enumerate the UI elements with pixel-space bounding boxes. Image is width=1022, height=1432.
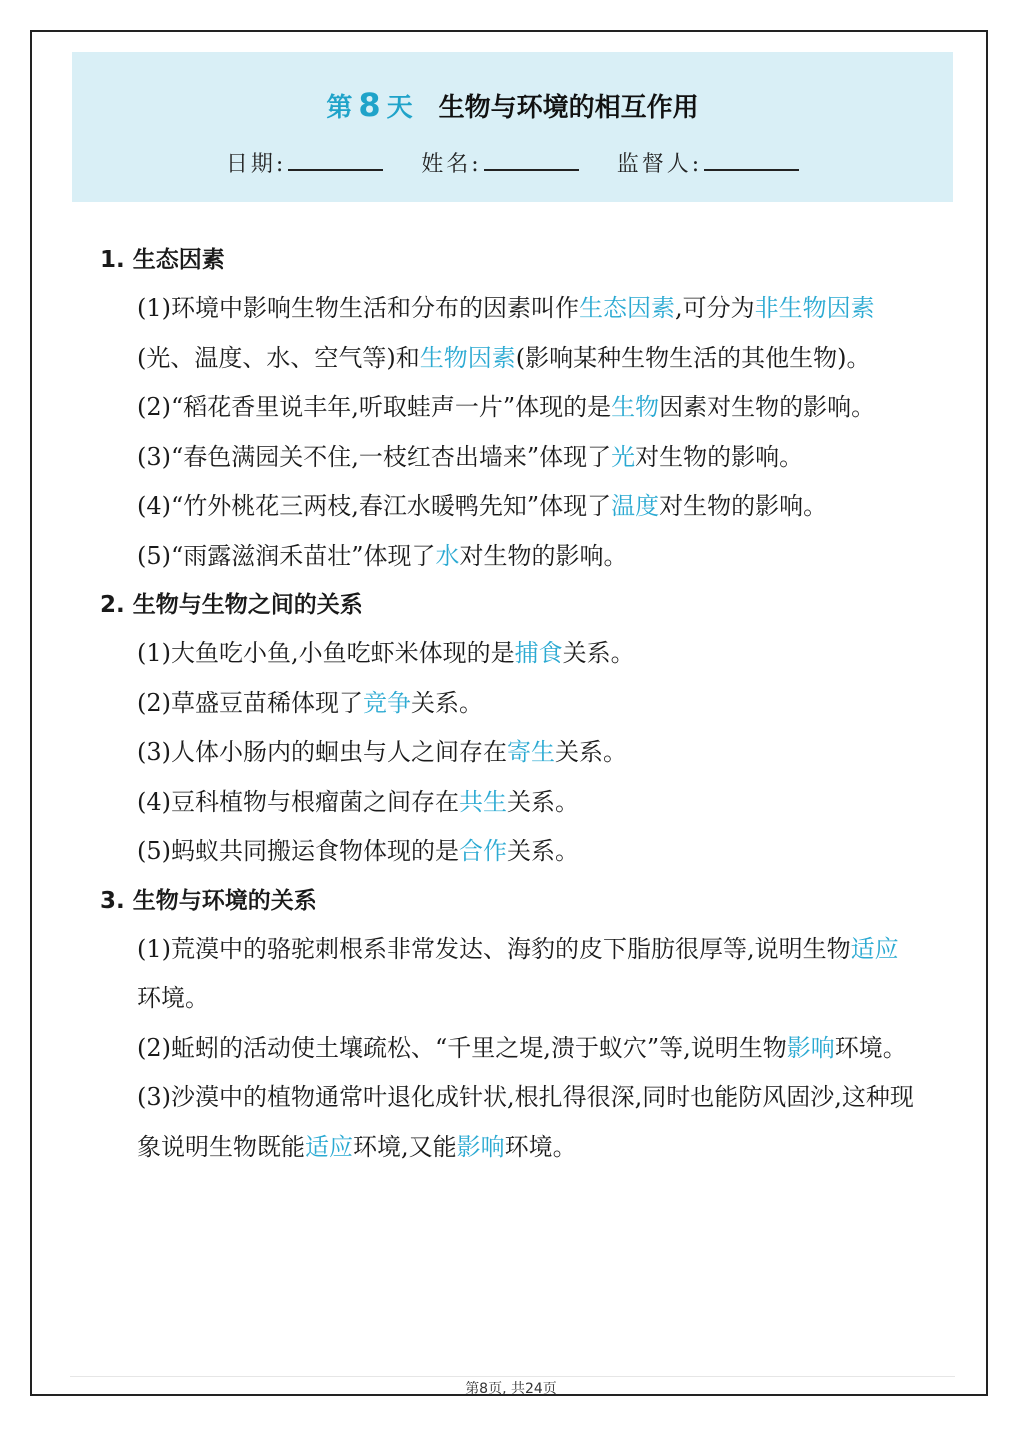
list-item [100, 778, 920, 828]
list-item [100, 1024, 920, 1074]
item-text: ,可分为 [675, 294, 755, 322]
item-text: 环境,又能 [353, 1132, 457, 1161]
list-item [100, 925, 920, 1024]
name-blank [484, 151, 579, 171]
item-text: 环境。 [137, 984, 209, 1012]
item-text: 因素对生物的影响。 [659, 393, 876, 421]
worksheet-content [100, 236, 920, 1172]
list-item [100, 679, 920, 729]
item-text: 环境。 [504, 1132, 577, 1161]
answer-highlight: 生态因素 [579, 294, 675, 322]
footer-divider [70, 1376, 955, 1377]
answer-highlight: 竞争 [363, 688, 411, 717]
day-suffix: 天 [386, 93, 413, 123]
item-text: (4)豆科植物与根瘤菌之间存在 [137, 787, 459, 816]
list-item [100, 284, 920, 383]
answer-highlight: 捕食 [514, 639, 563, 667]
answer-highlight: 光 [611, 442, 636, 471]
item-text: (3)“春色满园关不住,一枝红杏出墙来”体现了 [137, 442, 612, 471]
day-prefix: 第 [326, 93, 353, 123]
answer-highlight: 非生物因素 [754, 294, 875, 322]
date-field [226, 147, 383, 178]
item-text: 关系。 [507, 837, 579, 865]
item-text: (4)“竹外桃花三两枝,春江水暖鸭先知”体现了 [137, 492, 612, 520]
answer-highlight: 影响 [456, 1132, 505, 1161]
answer-highlight: 水 [435, 541, 460, 570]
item-text: (3)人体小肠内的蛔虫与人之间存在 [137, 738, 507, 766]
meta-fields [72, 147, 953, 178]
item-text: 关系。 [507, 787, 579, 816]
answer-highlight: 影响 [786, 1033, 835, 1062]
page-title [72, 86, 953, 124]
answer-highlight: 寄生 [507, 738, 555, 766]
section-title: 2. 生物与生物之间的关系 [100, 592, 363, 618]
list-item [100, 482, 920, 532]
list-item [100, 1073, 920, 1172]
item-text: (3)沙漠中的植物通常叶退化成针状,根扎得很深,同时也能防风固沙,这种现象说明生物既能 [137, 1083, 914, 1161]
page-number: 第8页, 共24页 [465, 1381, 557, 1397]
list-item [100, 532, 920, 582]
answer-highlight: 共生 [459, 787, 507, 816]
item-text: 对生物的影响。 [659, 492, 828, 520]
supervisor-field [617, 147, 799, 178]
item-text: (5)蚂蚁共同搬运食物体现的是 [137, 837, 459, 865]
item-text: 环境。 [834, 1033, 907, 1062]
answer-highlight: 合作 [459, 837, 507, 865]
day-number: 8 [358, 86, 381, 124]
list-item [100, 433, 920, 483]
worksheet-header [72, 52, 953, 202]
item-text: 关系。 [411, 688, 483, 717]
item-text: 对生物的影响。 [459, 541, 628, 570]
date-label: 日期: [225, 152, 287, 177]
title-text: 生物与环境的相互作用 [438, 93, 699, 123]
item-text: (2)蚯蚓的活动使土壤疏松、“千里之堤,溃于蚁穴”等,说明生物 [137, 1033, 787, 1062]
name-label: 姓名: [421, 152, 482, 177]
item-text: 关系。 [562, 639, 635, 667]
name-field [421, 147, 578, 178]
section-title: 3. 生物与环境的关系 [100, 887, 317, 914]
item-text: 对生物的影响。 [635, 442, 804, 471]
list-item [100, 827, 920, 877]
date-blank [288, 151, 383, 171]
answer-highlight: 温度 [611, 492, 660, 520]
item-text: (2)“稻花香里说丰年,听取蛙声一片”体现的是 [137, 393, 612, 421]
item-text: (1)环境中影响生物生活和分布的因素叫作 [137, 294, 579, 322]
supervisor-label: 监督人: [616, 152, 703, 177]
answer-highlight: 生物因素 [419, 343, 516, 372]
supervisor-blank [704, 151, 799, 171]
section-title: 1. 生态因素 [100, 247, 225, 273]
list-item [100, 728, 920, 778]
item-text: (1)大鱼吃小鱼,小鱼吃虾米体现的是 [137, 639, 515, 667]
answer-highlight: 适应 [850, 934, 899, 963]
list-item [100, 383, 920, 433]
answer-highlight: 适应 [305, 1132, 353, 1161]
answer-highlight: 生物 [611, 393, 660, 421]
list-item [100, 629, 920, 679]
item-text: (光、温度、水、空气等)和 [137, 343, 420, 372]
item-text: (5)“雨露滋润禾苗壮”体现了 [137, 541, 436, 570]
item-text: (2)草盛豆苗稀体现了 [137, 688, 363, 717]
item-text: (1)荒漠中的骆驼刺根系非常发达、海豹的皮下脂肪很厚等,说明生物 [137, 934, 851, 963]
item-text: (影响某种生物生活的其他生物)。 [515, 343, 871, 372]
item-text: 关系。 [555, 738, 627, 766]
